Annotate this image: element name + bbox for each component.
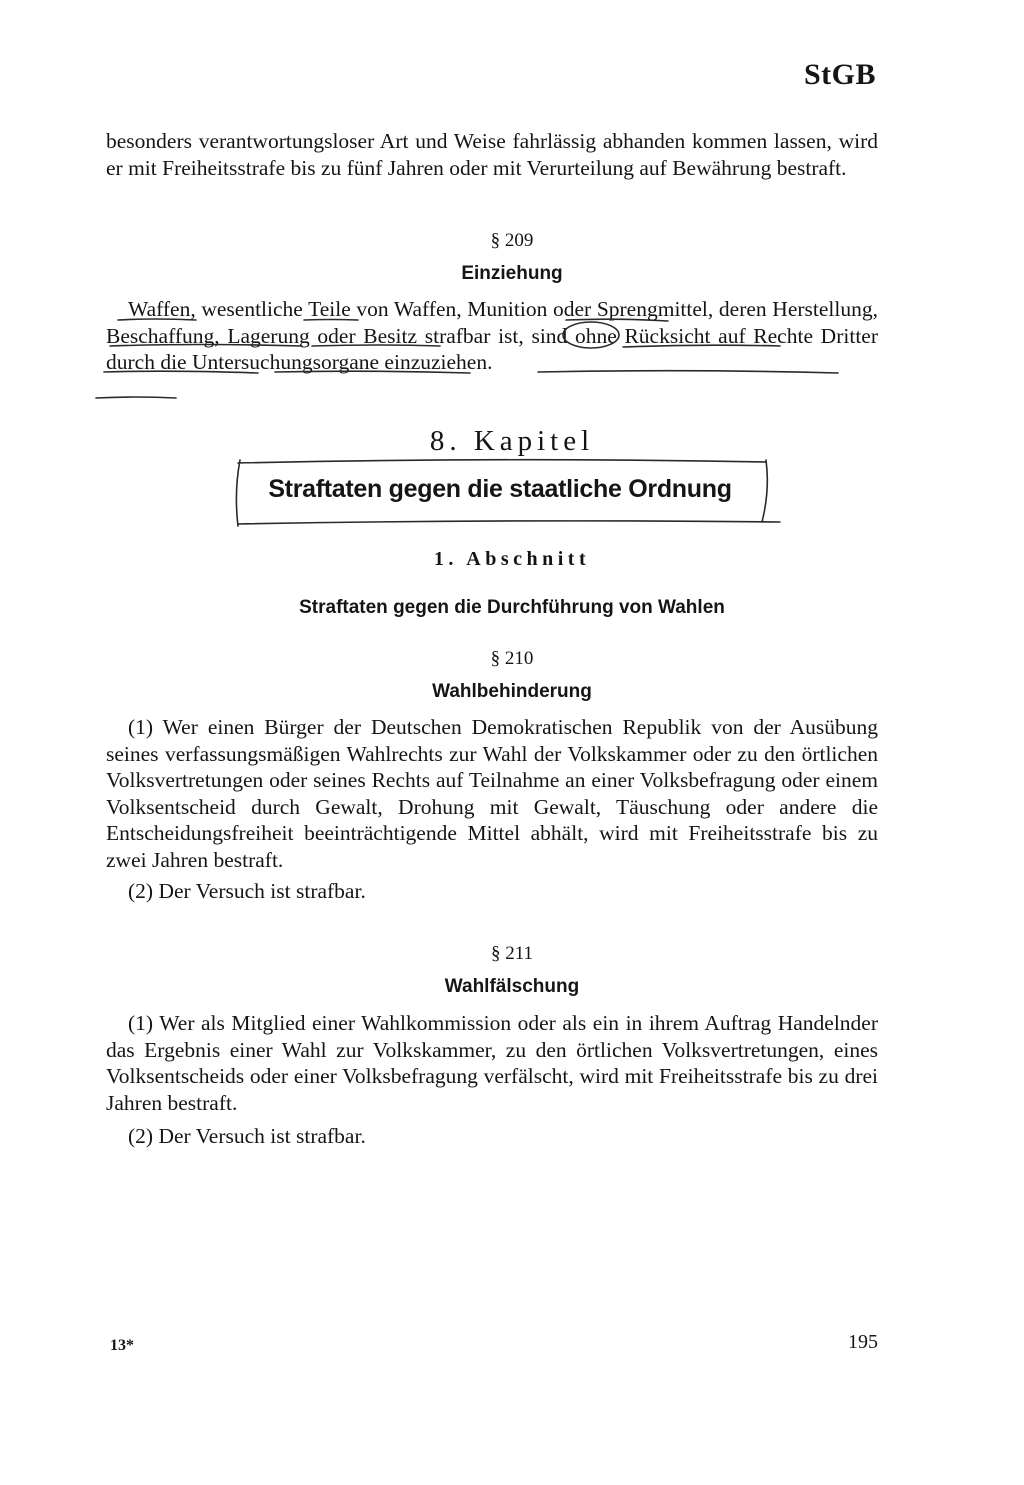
running-head: StGB: [803, 58, 876, 91]
chapter-title: Straftaten gegen die staatliche Ordnung: [268, 475, 732, 503]
s209-number: § 209: [490, 230, 534, 251]
s209-text-block: [106, 296, 878, 376]
box-bottom-line: [238, 521, 780, 524]
s210-paragraph-2: (2) Der Versuch ist strafbar.: [128, 879, 366, 903]
s210-number: § 210: [490, 648, 534, 669]
s211-number: § 211: [490, 943, 534, 964]
chapter-label: 8. Kapitel: [429, 425, 595, 457]
page-number: 195: [848, 1331, 878, 1353]
s211-paragraph-1: (1) Wer als Mitglied einer Wahlkommission oder als ein in ihrem Auftrag Handelnder das Ergebnis einer Wahl zur Volkskammer, zu den örtlichen Volksvertretungen, eines Volksentscheids oder einer Volksbefragung verfälscht, wird mit Freiheitsstrafe bis zu drei Jahren bestraft.: [106, 1011, 878, 1115]
intro-paragraph: besonders verantwortungsloser Art und Weise fahrlässig abhanden kommen lassen, wird er mit Freiheitsstrafe bis zu fünf Jahren oder mit Verurteilung auf Bewährung bestraft.: [106, 129, 878, 180]
s210-paragraph-1: (1) Wer einen Bürger der Deutschen Demokratischen Republik von der Ausübung seines verfassungsmäßigen Wahlrechts zur Wahl der Volkskammer oder zu den örtlichen Volksvertretungen oder seines Rechts auf Teilnahme an einer Volksbefragung oder einem Volksentscheid durch Gewalt, Drohung mit Gewalt, Täuschung oder andere die Entscheidungsfreiheit beeinträchtigende Mittel abhält, wird mit Freiheitsstrafe bis zu zwei Jahren bestraft.: [106, 715, 878, 872]
signature-mark: 13*: [110, 1337, 134, 1354]
s209-title: Einziehung: [461, 263, 563, 284]
s210-title: Wahlbehinderung: [432, 681, 592, 702]
section-label: 1. Abschnitt: [433, 548, 591, 570]
s211-title: Wahlfälschung: [444, 976, 580, 997]
underline-ziehen: [96, 397, 176, 398]
chapter-title-box: [236, 463, 764, 521]
s211-text-block: [106, 1010, 878, 1150]
s209-text: Waffen, wesentliche Teile von Waffen, Munition oder Sprengmittel, deren Herstellung, Beschaffung, Lagerung oder Besitz strafbar ist, sind ohne Rücksicht auf Rechte Dritter durch die Untersuchungsorgane einzuziehen.: [106, 297, 878, 374]
section-title: Straftaten gegen die Durchführung von Wahlen: [299, 597, 725, 618]
s211-paragraph-2: (2) Der Versuch ist strafbar.: [128, 1124, 366, 1148]
s210-text-block: [106, 714, 878, 905]
intro-paragraph-block: [106, 128, 878, 181]
